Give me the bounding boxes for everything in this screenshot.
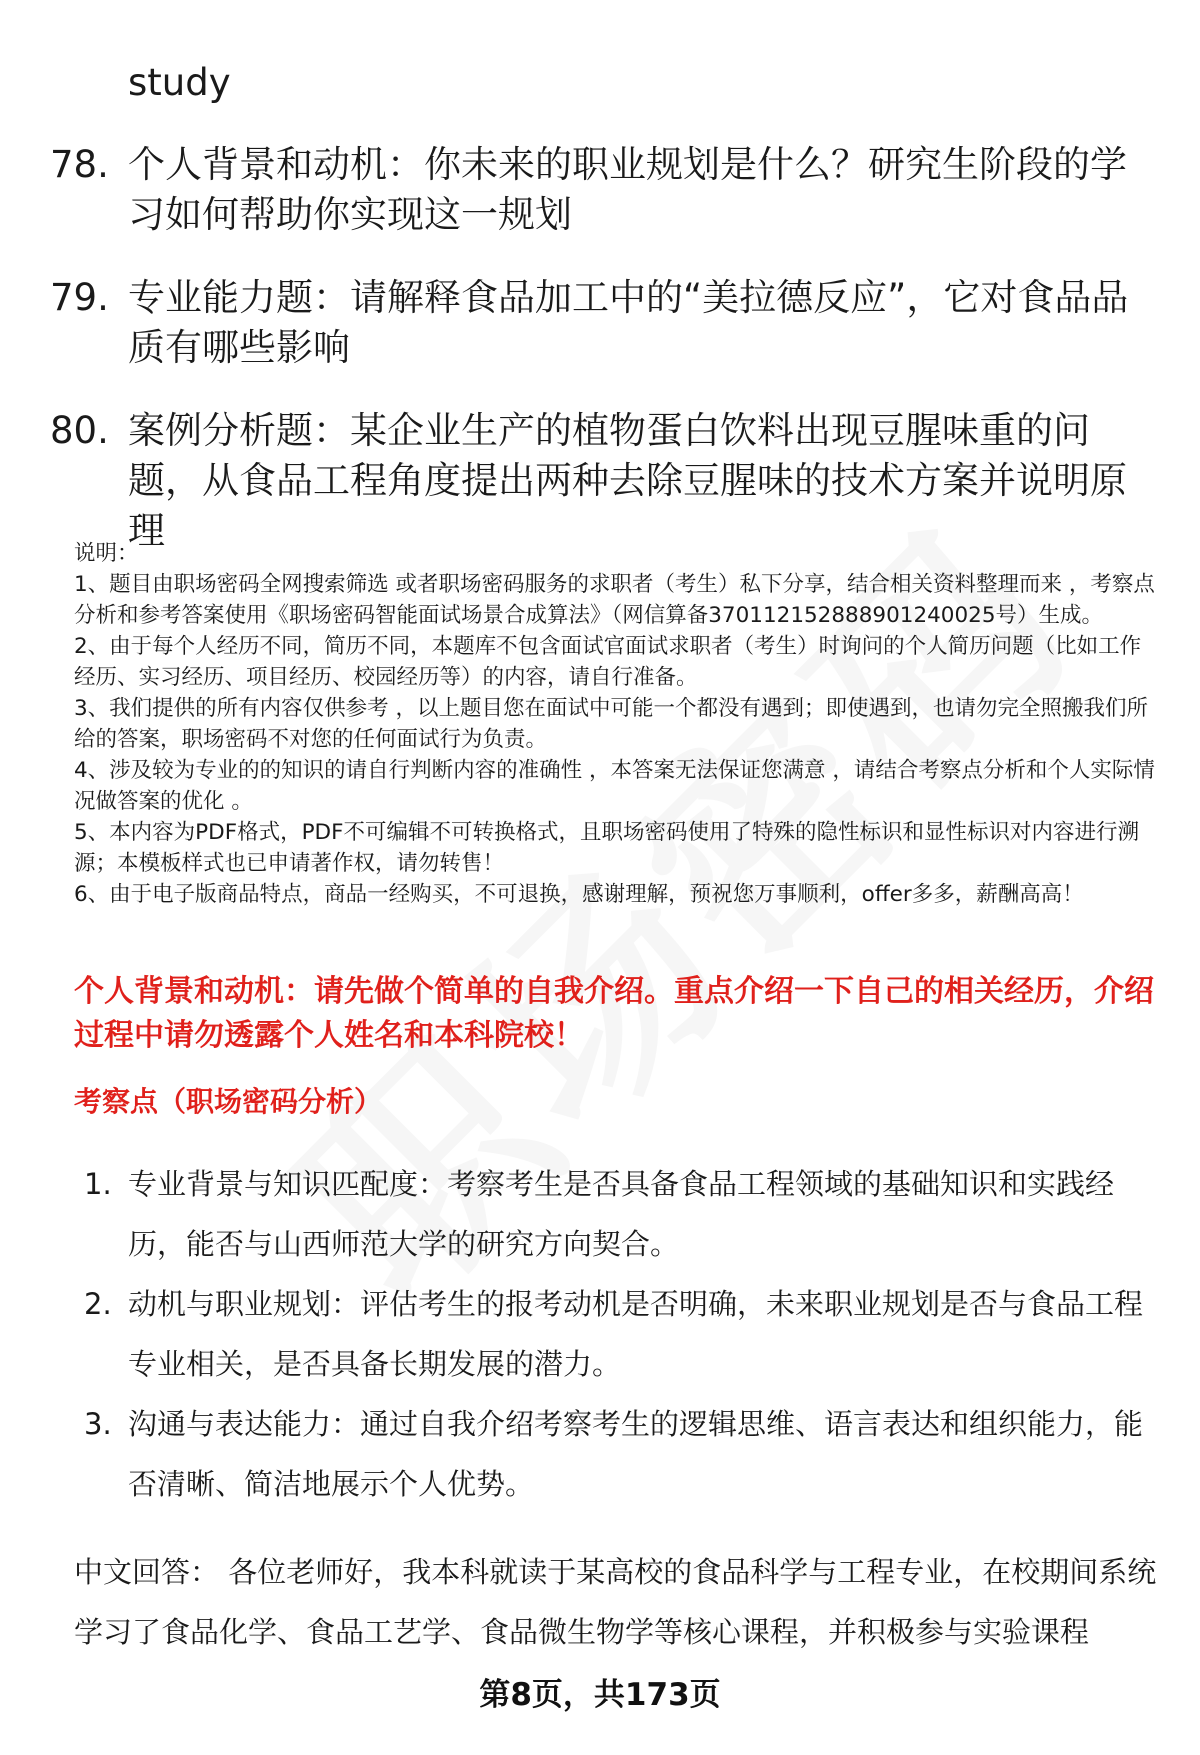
note-item: 2、由于每个人经历不同，简历不同，本题库不包含面试官面试求职者（考生）时询问的个人简历问题（比如工作经历、实习经历、项目经历、校园经历等）的内容，请自行准备。 xyxy=(74,634,1142,690)
previous-question-tail: study xyxy=(128,61,231,104)
note-item: 5、本内容为PDF格式，PDF不可编辑不可转换格式，且职场密码使用了特殊的隐性标识和显性标识对内容进行溯源；本模板样式也已申请著作权，请勿转售！ xyxy=(74,820,1139,876)
question-item xyxy=(50,273,1150,373)
question-number: 80. xyxy=(50,409,109,452)
analysis-point-number: 3. xyxy=(84,1407,112,1441)
current-question-title: 个人背景和动机：请先做个简单的自我介绍。重点介绍一下自己的相关经历，介绍过程中请勿透露个人姓名和本科院校！ xyxy=(74,974,1154,1053)
question-list xyxy=(50,140,1150,589)
page-number: 第8页，共173页 xyxy=(479,1677,721,1713)
analysis-point-text: 动机与职业规划：评估考生的报考动机是否明确，未来职业规划是否与食品工程专业相关，是否具备长期发展的潜力。 xyxy=(128,1287,1144,1381)
question-text: 案例分析题：某企业生产的植物蛋白饮料出现豆腥味重的问题，从食品工程角度提出两种去除豆腥味的技术方案并说明原理 xyxy=(128,409,1127,552)
question-text: 专业能力题：请解释食品加工中的“美拉德反应”，它对食品品质有哪些影响 xyxy=(128,276,1129,369)
question-number: 79. xyxy=(50,276,109,319)
analysis-point xyxy=(84,1394,1164,1514)
answer-label: 中文回答： xyxy=(74,1555,220,1589)
answer-block xyxy=(74,1542,1160,1662)
analysis-heading: 考察点（职场密码分析） xyxy=(74,1085,383,1118)
analysis-points-list xyxy=(84,1154,1164,1514)
analysis-point-number: 1. xyxy=(84,1167,112,1201)
question-number: 78. xyxy=(50,143,109,186)
analysis-point-number: 2. xyxy=(84,1287,112,1321)
note-item: 1、题目由职场密码全网搜索筛选 或者职场密码服务的求职者（考生）私下分享，结合相关资料整理而来 ，考察点分析和参考答案使用《职场密码智能面试场景合成算法》（网信算备370112152888901240025号）生成。 xyxy=(74,572,1155,628)
notes-heading: 说明： xyxy=(74,541,139,566)
analysis-point xyxy=(84,1274,1164,1394)
question-item xyxy=(50,406,1150,556)
analysis-point xyxy=(84,1154,1164,1274)
question-text: 个人背景和动机：你未来的职业规划是什么？研究生阶段的学习如何帮助你实现这一规划 xyxy=(128,143,1127,236)
note-item: 4、涉及较为专业的的知识的请自行判断内容的准确性 ，本答案无法保证您满意 ，请结合考察点分析和个人实际情况做答案的优化 。 xyxy=(74,758,1155,814)
analysis-point-text: 沟通与表达能力：通过自我介绍考察考生的逻辑思维、语言表达和组织能力，能否清晰、简洁地展示个人优势。 xyxy=(128,1407,1144,1501)
disclaimer-notes xyxy=(74,538,1160,910)
analysis-point-text: 专业背景与知识匹配度：考察考生是否具备食品工程领域的基础知识和实践经历，能否与山西师范大学的研究方向契合。 xyxy=(128,1167,1115,1261)
note-item: 3、我们提供的所有内容仅供参考 ，以上题目您在面试中可能一个都没有遇到；即使遇到，也请勿完全照搬我们所给的答案，职场密码不对您的任何面试行为负责。 xyxy=(74,696,1149,752)
question-item xyxy=(50,140,1150,240)
answer-text: 各位老师好，我本科就读于某高校的食品科学与工程专业，在校期间系统学习了食品化学、食品工艺学、食品微生物学等核心课程，并积极参与实验课程 xyxy=(74,1555,1157,1649)
note-item: 6、由于电子版商品特点，商品一经购买，不可退换，感谢理解，预祝您万事顺利，offer多多，薪酬高高！ xyxy=(74,882,1084,907)
